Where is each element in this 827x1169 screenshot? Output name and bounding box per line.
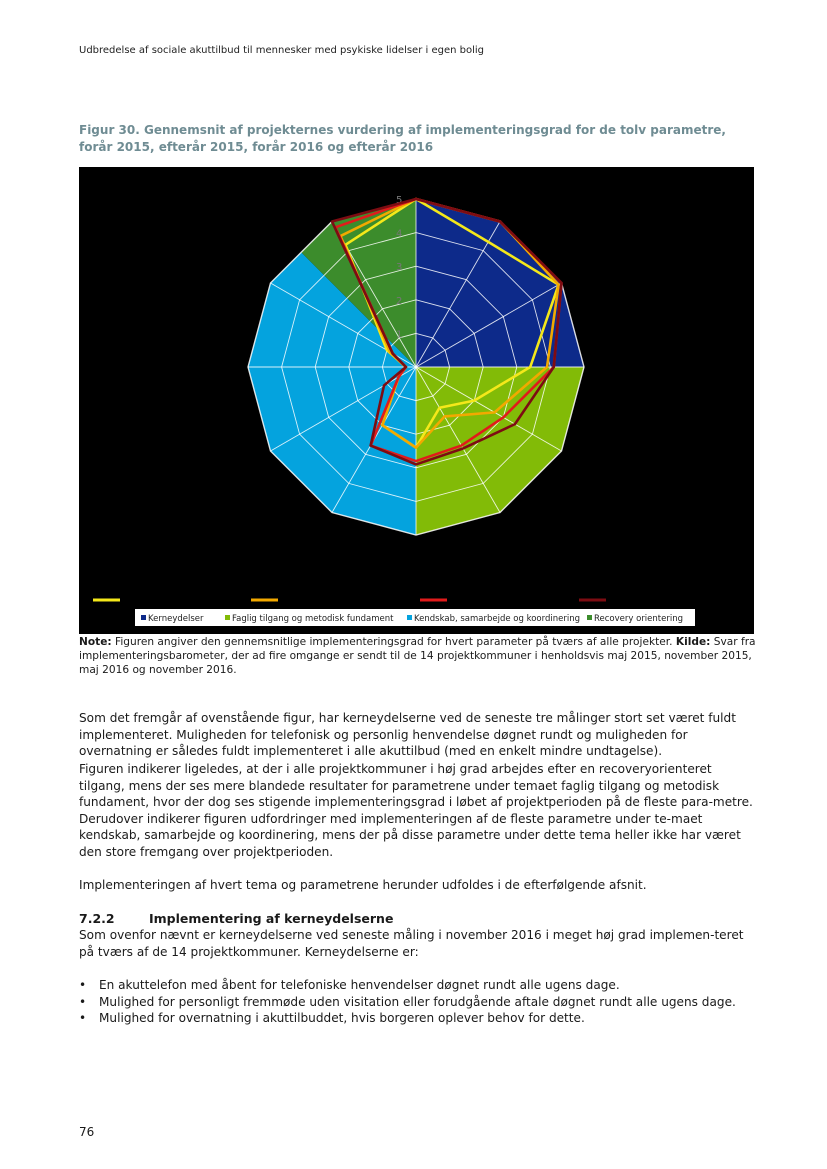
legend-theme-swatch <box>407 615 412 620</box>
paragraph-1: Som det fremgår af ovenstående figur, har kerneydelserne ved de seneste tre målinger stort set været fuldt implementeret. Muligheden for telefonisk og personlig henvendelse døgnet rundt og muligheden for overnatning er således fuldt implementeret i alle akuttilbud (med en enkelt mindre undtagelse). <box>79 711 736 758</box>
list-item-text: Mulighed for personligt fremmøde uden visitation eller forudgående aftale døgnet rundt alle ugens dage. <box>99 994 736 1009</box>
legend-theme-label: Recovery orientering <box>594 614 683 624</box>
list-item <box>79 1010 761 1027</box>
legend-theme-swatch <box>141 615 146 620</box>
list-item-text: En akuttelefon med åbent for telefoniske henvendelser døgnet rundt alle ugens dage. <box>99 978 620 992</box>
figure-note <box>79 635 759 677</box>
running-header: Udbredelse af sociale akuttilbud til mennesker med psykiske lidelser i egen bolig <box>79 45 484 56</box>
bullet-list <box>79 977 761 1027</box>
legend-theme-label: Kerneydelser <box>148 614 204 624</box>
paragraph-3: Implementeringen af hvert tema og parametrene herunder udfoldes i de efterfølgende afsnit. <box>79 878 647 892</box>
axis-tick-label: 4 <box>396 228 403 240</box>
legend-theme-label: Kendskab, samarbejde og koordinering <box>414 614 580 624</box>
theme-sector <box>416 367 584 535</box>
axis-tick-label: 3 <box>396 262 403 274</box>
axis-tick-label: 5 <box>396 195 403 206</box>
axis-tick-label: 2 <box>396 295 403 307</box>
source-text: Svar fra implementeringsbarometer, der ad fire omgange er sendt til de 14 projektkommuner i henholdsvis maj 2015, november 2015, maj 2016 og november 2016. <box>79 636 756 676</box>
source-label: Kilde: <box>675 636 711 648</box>
radar-chart-svg <box>79 167 754 634</box>
theme-sector <box>416 199 584 367</box>
note-label: Note: <box>79 636 112 648</box>
list-item <box>79 994 761 1011</box>
bullet-icon: • <box>79 1011 87 1025</box>
section-number: 7.2.2 <box>79 911 115 926</box>
list-item <box>79 977 761 994</box>
section-heading <box>79 911 393 926</box>
list-item-text: Mulighed for overnatning i akuttilbuddet, hvis borgeren oplever behov for dette. <box>99 1011 585 1025</box>
legend-theme-swatch <box>587 615 592 620</box>
bullet-icon: • <box>79 994 87 1009</box>
section-title: Implementering af kerneydelserne <box>149 911 394 926</box>
paragraph-2: Figuren indikerer ligeledes, at der i alle projektkommuner i høj grad arbejdes efter en recoveryorienteret tilgang, mens der ses mere blandede resultater for parametrene under temaet faglig tilgang og metodisk fundament, hvor der dog ses stigende implementeringsgrad i løbet af projektperioden på de fleste para-metre. Derudover indikerer figuren udfordringer med implementeringen af de fleste parametre under te-maet kendskab, samarbejde og koordinering, mens der på disse parametre under dette tema heller ikke har været den store fremgang over projektperioden. <box>79 762 753 859</box>
page-number: 76 <box>79 1125 95 1139</box>
paragraph-4: Som ovenfor nævnt er kerneydelserne ved seneste måling i november 2016 i meget høj grad implemen-teret på tværs af de 14 projektkommuner. Kerneydelserne er: <box>79 928 744 959</box>
note-text: Figuren angiver den gennemsnitlige implementeringsgrad for hvert parameter på tværs af alle projekter. <box>111 636 676 648</box>
axis-tick-label: 1 <box>396 329 403 341</box>
figure-title: Figur 30. Gennemsnit af projekternes vurdering af implementeringsgrad for de tolv parametre, forår 2015, efterår 2015, forår 2016 og efterår 2016 <box>79 123 726 154</box>
legend-theme-label: Faglig tilgang og metodisk fundament <box>232 614 394 624</box>
legend-theme-swatch <box>225 615 230 620</box>
radar-chart <box>79 167 754 634</box>
bullet-icon: • <box>79 978 87 992</box>
